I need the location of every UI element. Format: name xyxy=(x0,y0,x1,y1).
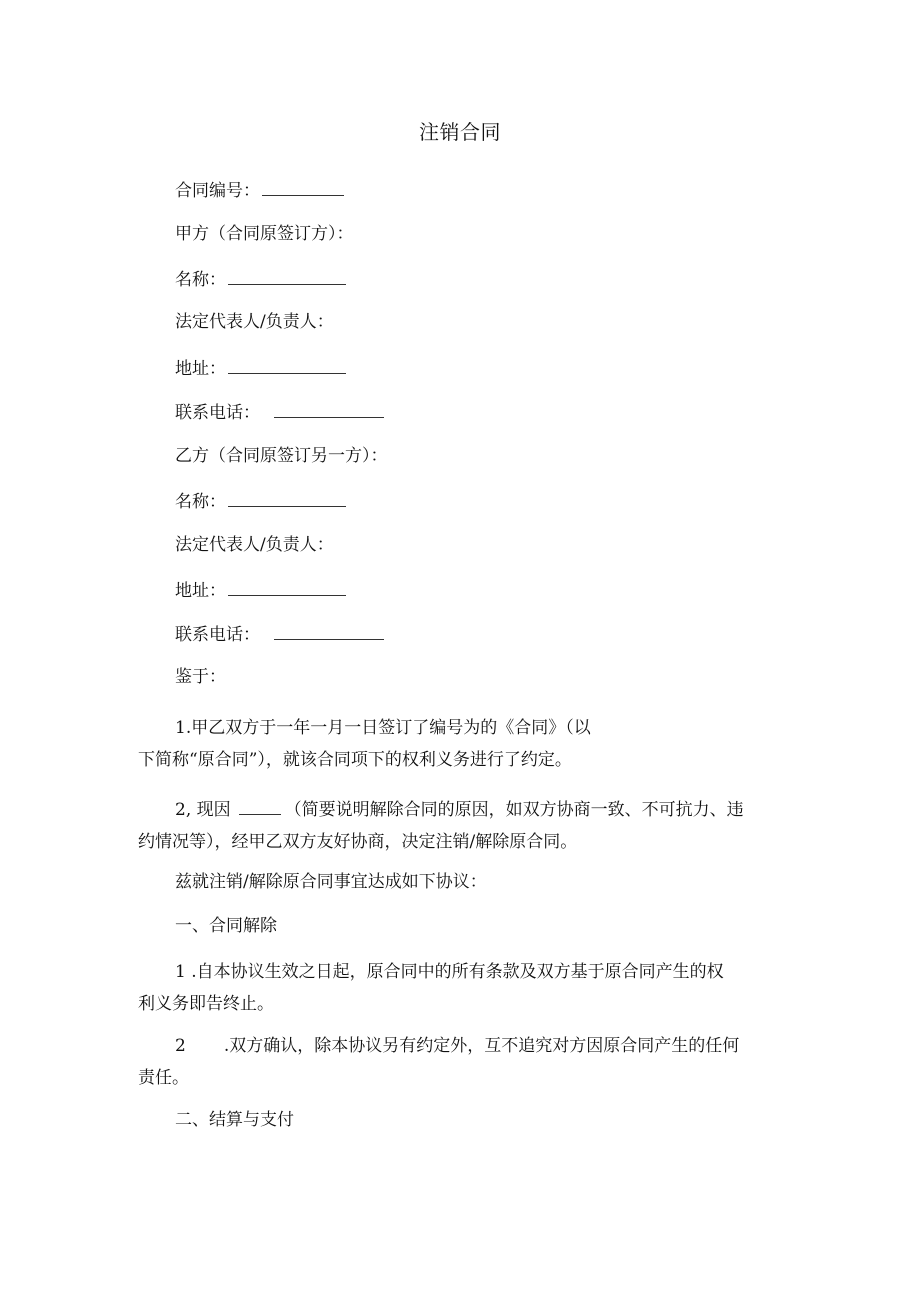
clause-1-2-number: 2 xyxy=(175,1036,186,1056)
whereas-clause-1 xyxy=(138,712,788,776)
party-b-phone-blank[interactable] xyxy=(274,621,384,640)
party-a-representative: 法定代表人/负责人： xyxy=(175,312,334,332)
party-a-heading: 甲方（合同原签订方）： xyxy=(175,224,354,244)
party-b-phone-label: 联系电话： xyxy=(175,625,260,645)
section-1-heading: 一、合同解除 xyxy=(175,916,277,936)
party-a-phone-line xyxy=(175,399,384,425)
whereas-clause-1-line2: 下简称“原合同”），就该合同项下的权利义务进行了约定。 xyxy=(138,750,572,770)
whereas-clause-2-line2: 约情况等），经甲乙双方友好协商，决定注销/解除原合同。 xyxy=(138,832,578,852)
party-a-name-line xyxy=(175,266,346,292)
clause-1-2-line2: 责任。 xyxy=(138,1068,189,1088)
whereas-clause-2-line1: （简要说明解除合同的原因，如双方协商一致、不可抗力、违 xyxy=(284,800,744,820)
agreement-intro: 兹就注销/解除原合同事宜达成如下协议： xyxy=(175,872,487,892)
party-b-name-label: 名称： xyxy=(175,492,226,512)
clause-1-2 xyxy=(138,1030,788,1094)
clause-1-1 xyxy=(138,956,788,1020)
document-title: 注销合同 xyxy=(419,120,501,144)
party-a-address-blank[interactable] xyxy=(228,355,346,374)
whereas-clause-2-prefix: 2, 现因 xyxy=(175,800,231,820)
contract-number-line xyxy=(175,177,344,203)
party-b-address-line xyxy=(175,577,346,603)
party-b-representative: 法定代表人/负责人： xyxy=(175,535,334,555)
whereas-label: 鉴于： xyxy=(175,667,226,687)
party-a-phone-blank[interactable] xyxy=(274,399,384,418)
whereas-clause-1-line1: 1.甲乙双方于一年一月一日签订了编号为的《合同》（以 xyxy=(175,718,591,738)
party-b-address-blank[interactable] xyxy=(228,577,346,596)
party-b-address-label: 地址： xyxy=(175,581,226,601)
party-a-address-label: 地址： xyxy=(175,359,226,379)
party-b-name-line xyxy=(175,488,346,514)
whereas-clause-2 xyxy=(138,794,788,858)
party-a-name-label: 名称： xyxy=(175,270,226,290)
party-b-name-blank[interactable] xyxy=(228,488,346,507)
section-2-heading: 二、结算与支付 xyxy=(175,1110,294,1130)
clause-1-1-line2: 利义务即告终止。 xyxy=(138,994,274,1014)
contract-number-blank[interactable] xyxy=(262,177,344,196)
party-a-address-line xyxy=(175,355,346,381)
contract-number-label: 合同编号： xyxy=(175,181,260,201)
party-a-name-blank[interactable] xyxy=(228,266,346,285)
party-a-phone-label: 联系电话： xyxy=(175,403,260,423)
party-b-phone-line xyxy=(175,621,384,647)
reason-blank[interactable] xyxy=(239,798,281,815)
party-b-heading: 乙方（合同原签订另一方）： xyxy=(175,446,388,466)
clause-1-2-line1: .双方确认，除本协议另有约定外，互不追究对方因原合同产生的任何 xyxy=(223,1036,740,1056)
clause-1-1-line1: 1 .自本协议生效之日起，原合同中的所有条款及双方基于原合同产生的权 xyxy=(175,962,724,982)
